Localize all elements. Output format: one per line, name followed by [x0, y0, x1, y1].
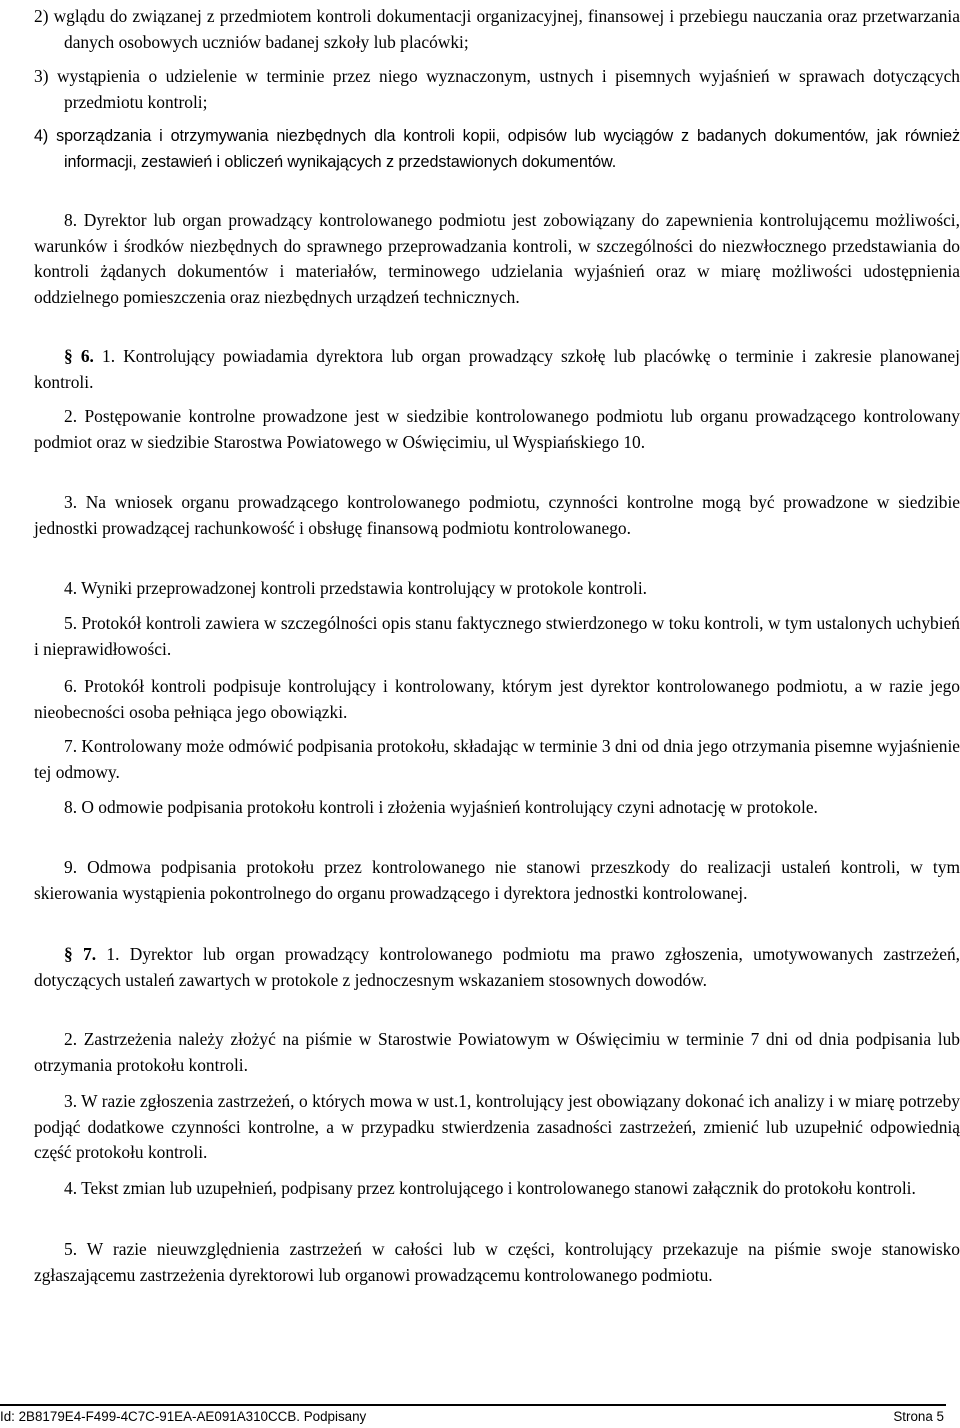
section-6-paragraph-6: 6. Protokół kontroli podpisuje kontrolujący i kontrolowany, którym jest dyrektor kontrolowanego podmiotu, a w razie jego nieobecności osoba pełniąca jego obowiązki. [34, 676, 960, 722]
list-item-4: 4) sporządzania i otrzymywania niezbędnych dla kontroli kopii, odpisów lub wyciągów z badanych dokumentów, jak również informacji, zestawień i obliczeń wynikających z przedstawionych dokumentów. [34, 127, 960, 171]
footer-divider [0, 1404, 946, 1406]
list-item-2: 2) wglądu do związanej z przedmiotem kontroli dokumentacji organizacyjnej, finansowej i przebiegu nauczania oraz przetwarzania danych osobowych uczniów badanej szkoły lub placówki; [34, 6, 960, 52]
section-6-heading: § 6. [64, 346, 94, 366]
section-6-paragraph-4: 4. Wyniki przeprowadzonej kontroli przedstawia kontrolujący w protokole kontroli. [64, 578, 648, 598]
section-6-paragraph-7: 7. Kontrolowany może odmówić podpisania protokołu, składając w terminie 3 dni od dnia jego otrzymania pisemne wyjaśnienie tej odmowy. [34, 736, 960, 782]
section-7-paragraph-5: 5. W razie nieuwzględnienia zastrzeżeń w całości lub w części, kontrolujący przekazuje na piśmie swoje stanowisko zgłaszającemu zastrzeżenia dyrektorowi lub organowi prowadzącemu kontrolowanego podmiotu. [34, 1239, 960, 1285]
section-6-paragraph-5: 5. Protokół kontroli zawiera w szczególności opis stanu faktycznego stwierdzonego w toku kontroli, w tym ustalonych uchybień i nieprawidłowości. [34, 613, 960, 659]
section-6-paragraph-2: 2. Postępowanie kontrolne prowadzone jest w siedzibie kontrolowanego podmiotu lub organu prowadzącego kontrolowany podmiot oraz w siedzibie Starostwa Powiatowego w Oświęcimiu, ul Wyspiańskiego 10. [34, 406, 960, 452]
section-6-paragraph-8: 8. O odmowie podpisania protokołu kontroli i złożenia wyjaśnień kontrolujący czyni adnotację w protokole. [64, 797, 818, 817]
list-item-3: 3) wystąpienia o udzielenie w terminie przez niego wyznaczonym, ustnych i pisemnych wyjaśnień w sprawach dotyczących przedmiotu kontroli; [34, 66, 960, 112]
section-7-paragraph-1-text: 1. Dyrektor lub organ prowadzący kontrolowanego podmiotu ma prawo zgłoszenia, umotywowanych zastrzeżeń, dotyczących ustaleń zawartych w protokole z jednoczesnym wskazaniem stosownych dowodów. [34, 944, 960, 990]
paragraph-8: 8. Dyrektor lub organ prowadzący kontrolowanego podmiotu jest zobowiązany do zapewnienia kontrolującemu możliwości, warunków i środków niezbędnych do sprawnego przeprowadzania kontroli, w szczególności do niezwłocznego przedstawiania do kontroli żądanych dokumentów i materiałów, terminowego udzielania wyjaśnień oraz w miarę możliwości udostępnienia oddzielnego pomieszczenia oraz niezbędnych urządzeń technicznych. [34, 210, 960, 307]
section-7-heading: § 7. [64, 944, 97, 964]
section-6-paragraph-1-text: 1. Kontrolujący powiadamia dyrektora lub organ prowadzący szkołę lub placówkę o terminie i zakresie planowanej kontroli. [34, 346, 960, 392]
section-6-paragraph-9: 9. Odmowa podpisania protokołu przez kontrolowanego nie stanowi przeszkody do realizacji ustaleń kontroli, w tym skierowania wystąpienia pokontrolnego do organu prowadzącego i dyrektora jednostki kontrolowanej. [34, 857, 960, 903]
section-6-paragraph-1 [34, 344, 960, 395]
section-7-paragraph-4: 4. Tekst zmian lub uzupełnień, podpisany przez kontrolującego i kontrolowanego stanowi załącznik do protokołu kontroli. [64, 1178, 916, 1198]
section-6-paragraph-3: 3. Na wniosek organu prowadzącego kontrolowanego podmiotu, czynności kontrolne mogą być prowadzone w siedzibie jednostki prowadzącej rachunkowość i obsługę finansową podmiotu kontrolowanego. [34, 492, 960, 538]
section-7-paragraph-2: 2. Zastrzeżenia należy złożyć na piśmie w Starostwie Powiatowym w Oświęcimiu w terminie 7 dni od dnia podpisania lub otrzymania protokołu kontroli. [34, 1029, 960, 1075]
section-7-paragraph-3: 3. W razie zgłoszenia zastrzeżeń, o których mowa w ust.1, kontrolujący jest obowiązany dokonać ich analizy i w miarę potrzeby podjąć dodatkowe czynności kontrolne, a w przypadku stwierdzenia zasadności zastrzeżeń, zmienić lub uzupełnić odpowiednią część protokołu kontroli. [34, 1091, 960, 1163]
document-id: Id: 2B8179E4-F499-4C7C-91EA-AE091A310CCB. Podpisany [0, 1409, 367, 1424]
section-7-paragraph-1 [34, 942, 960, 993]
page-footer [0, 1409, 944, 1427]
page-number: Strona 5 [893, 1409, 944, 1424]
